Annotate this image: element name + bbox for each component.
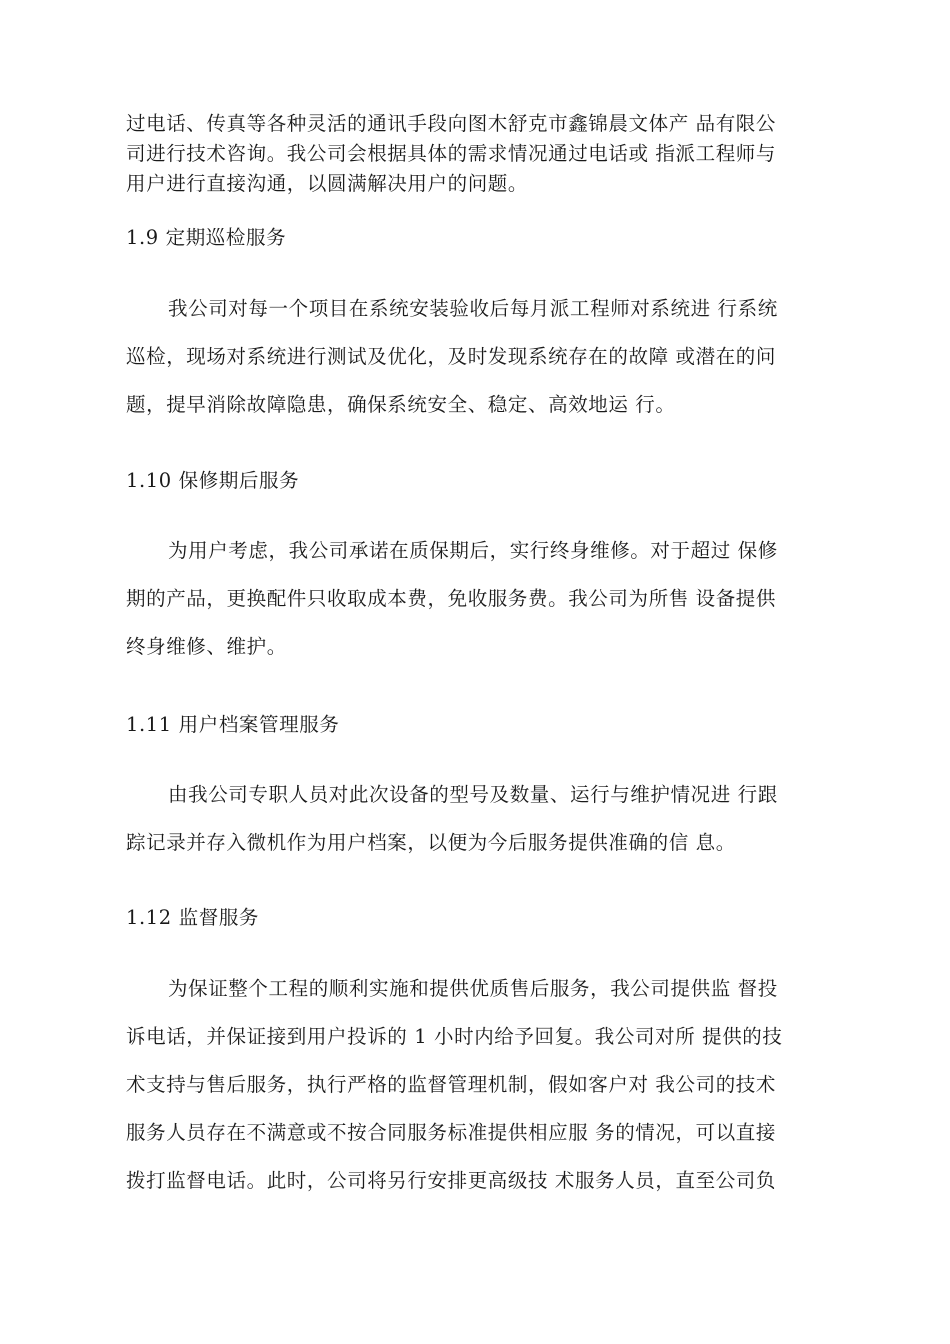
- paragraph-line: 诉电话，并保证接到用户投诉的 1 小时内给予回复。我公司对所 提供的技: [126, 1025, 783, 1048]
- paragraph-line: 巡检，现场对系统进行测试及优化，及时发现系统存在的故障 或潜在的问: [126, 345, 776, 368]
- paragraph-line: 踪记录并存入微机作为用户档案，以便为今后服务提供准确的信 息。: [126, 831, 736, 854]
- paragraph-line: 用户进行直接沟通，以圆满解决用户的问题。: [126, 172, 529, 195]
- paragraph-line: 术支持与售后服务，执行严格的监督管理机制，假如客户对 我公司的技术: [126, 1073, 776, 1096]
- paragraph-line: 为保证整个工程的顺利实施和提供优质售后服务，我公司提供监 督投: [168, 977, 778, 1000]
- section-heading-1-10: 1.10 保修期后服务: [126, 469, 300, 492]
- paragraph-line: 拨打监督电话。此时，公司将另行安排更高级技 术服务人员，直至公司负: [126, 1169, 776, 1192]
- paragraph-line: 为用户考虑，我公司承诺在质保期后，实行终身维修。对于超过 保修: [168, 539, 778, 562]
- section-heading-1-12: 1.12 监督服务: [126, 906, 260, 929]
- paragraph-line: 司进行技术咨询。我公司会根据具体的需求情况通过电话或 指派工程师与: [126, 142, 776, 165]
- section-1-10-paragraph: [126, 527, 836, 671]
- paragraph-line: 服务人员存在不满意或不按合同服务标准提供相应服 务的情况，可以直接: [126, 1121, 776, 1144]
- paragraph-line: 由我公司专职人员对此次设备的型号及数量、运行与维护情况进 行跟: [168, 783, 778, 806]
- paragraph-line: 期的产品，更换配件只收取成本费，免收服务费。我公司为所售 设备提供: [126, 587, 776, 610]
- section-1-9-paragraph: [126, 285, 836, 429]
- paragraph-line: 过电话、传真等各种灵活的通讯手段向图木舒克市鑫锦晨文体产 品有限公: [126, 112, 776, 135]
- section-1-12-paragraph: [126, 965, 836, 1205]
- intro-paragraph: [126, 109, 836, 199]
- paragraph-line: 终身维修、维护。: [126, 635, 287, 658]
- paragraph-line: 题，提早消除故障隐患，确保系统安全、稳定、高效地运 行。: [126, 393, 676, 416]
- section-heading-1-9: 1.9 定期巡检服务: [126, 226, 287, 249]
- paragraph-line: 我公司对每一个项目在系统安装验收后每月派工程师对系统进 行系统: [168, 297, 778, 320]
- section-heading-1-11: 1.11 用户档案管理服务: [126, 713, 340, 736]
- section-1-11-paragraph: [126, 771, 836, 867]
